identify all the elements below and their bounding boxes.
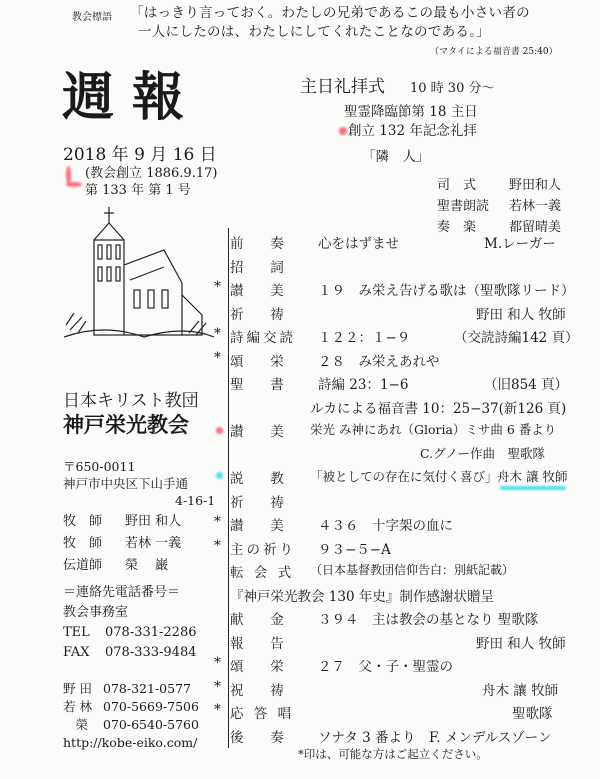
red-dot-icon [216, 427, 223, 434]
founded-date: (教会創立 1886.9.17) [85, 166, 218, 181]
order-row: * 讃 美 ４３６ 十字架の血に [214, 514, 453, 534]
standing-footnote: *印は、可能な方はご起立ください。 [298, 747, 488, 761]
issue-number: 第 133 年 第 1 号 [85, 183, 191, 198]
service-time: 10 時 30 分～ [410, 81, 495, 96]
officiant-list [437, 175, 561, 238]
motto-label: 教会標語 [72, 12, 112, 23]
bulletin-date: 2018 年 9 月 16 日 [63, 145, 217, 165]
tel-row: TEL 078-331-2286 [63, 625, 197, 640]
officiant-row: 聖書朗読 若林一義 [437, 199, 562, 214]
phone-row: 榮 070-6540-5760 [63, 717, 199, 732]
church-name-block [63, 390, 199, 436]
order-row: C.グノー作曲 聖歌隊 [420, 445, 545, 461]
red-marker-icon [66, 182, 82, 187]
website-url[interactable]: http://kobe-eiko.com/ [63, 735, 198, 750]
phone-row: 若 林 070-5669-7506 [63, 699, 199, 714]
order-row: 『神戸栄光教会 130 年史』制作感謝状贈呈 [230, 588, 494, 605]
phone-list [63, 680, 199, 752]
contact-header: ＝連絡先電話番号＝ [63, 585, 181, 600]
order-of-service [214, 232, 594, 749]
order-row: 祈 祷 野田 和人 牧師 [230, 306, 566, 323]
founding-info [85, 165, 217, 199]
postal-code: 〒650-0011 [63, 459, 136, 474]
liturgical-day: 聖霊降臨節第 18 主日 [344, 104, 478, 120]
contact-block [63, 583, 197, 663]
motto-source: （マタイによる福音書 25:40） [430, 47, 558, 57]
order-row: ルカによる福音書 10：25−37(新126 頁) [310, 400, 567, 417]
order-row: 献 金 ３９４ 主は教会の基となり 聖歌隊 [230, 612, 539, 628]
order-row: 祈 祷 [230, 494, 287, 511]
church-motto [130, 4, 530, 42]
order-row: 前 奏 心をはずませ M.レーガー [230, 236, 556, 252]
staff-row: 牧 師 若林 一義 [63, 536, 182, 551]
staff-row: 牧 師 野田 和人 [63, 514, 182, 529]
phone-row: 野 田 078-321-0577 [63, 681, 191, 696]
red-dot-icon [339, 127, 347, 135]
officiant-row: 司 式 野田和人 [437, 178, 562, 193]
bulletin-title: 週報 [62, 67, 203, 128]
service-occasion [344, 103, 478, 141]
order-row: * 詩編交読 １２２：１−９ （交読詩編142 頁） [214, 326, 579, 346]
cyan-dot-icon [216, 472, 223, 479]
order-row: 讃 美 栄光 み神にあれ（Gloria）ミサ曲 6 番より [230, 422, 557, 440]
fax-row: FAX 078-333-9484 [63, 645, 197, 660]
order-row: * 応 答 唱 聖歌隊 [214, 702, 553, 722]
anniversary-label: 創立 132 年記念礼拝 [348, 123, 477, 139]
order-row: 後 奏 ソナタ 3 番より F. メンデルスゾーン [230, 729, 552, 746]
order-row: 聖 書 詩編 23：1−6 （旧854 頁） [230, 377, 569, 393]
cyan-underline-mark [500, 486, 566, 490]
motto-line-1: 「はっきり言っておく。わたしの兄弟であるこの最も小さい者の [130, 5, 530, 21]
address-line: 神戸市中央区下山手通 [63, 476, 189, 491]
order-row: * 讃 美 １９ み栄え告げる歌は（聖歌隊リード） [214, 279, 575, 299]
order-row: * 主の祈り ９３−５−A [214, 537, 391, 558]
order-row: * 祝 祷 舟木 讓 牧師 [214, 678, 559, 699]
order-row: * 頌 栄 ２８ み栄えあれや [214, 349, 440, 370]
order-row: * 頌 栄 ２７ 父・子・聖霊の [214, 655, 453, 675]
order-row: 転 会 式 （日本基督教団信仰告白：別紙記載） [230, 563, 515, 581]
church-building-illustration [64, 205, 214, 345]
church-name: 神戸栄光教会 [63, 412, 189, 437]
motto-line-2: 一人にしたのは、わたしにしてくれたことなのである。」 [138, 24, 491, 40]
service-theme: 「隣 人」 [362, 149, 430, 165]
officiant-row: 奏 楽 都留晴美 [437, 220, 562, 235]
order-row: 報 告 野田 和人 牧師 [230, 635, 566, 652]
church-address [63, 458, 188, 492]
order-row: 説 教 「被としての存在に気付く喜び」 舟木 讓 牧師 [230, 469, 568, 487]
office-label: 教会事務室 [63, 605, 129, 620]
denomination: 日本キリスト教団 [63, 391, 199, 411]
staff-row: 伝道師 榮 巌 [63, 558, 169, 573]
service-title: 主日礼拝式 [300, 77, 385, 97]
order-row: 招 詞 [230, 259, 287, 276]
address-number: 4-16-1 [175, 493, 216, 508]
staff-list [63, 511, 181, 577]
